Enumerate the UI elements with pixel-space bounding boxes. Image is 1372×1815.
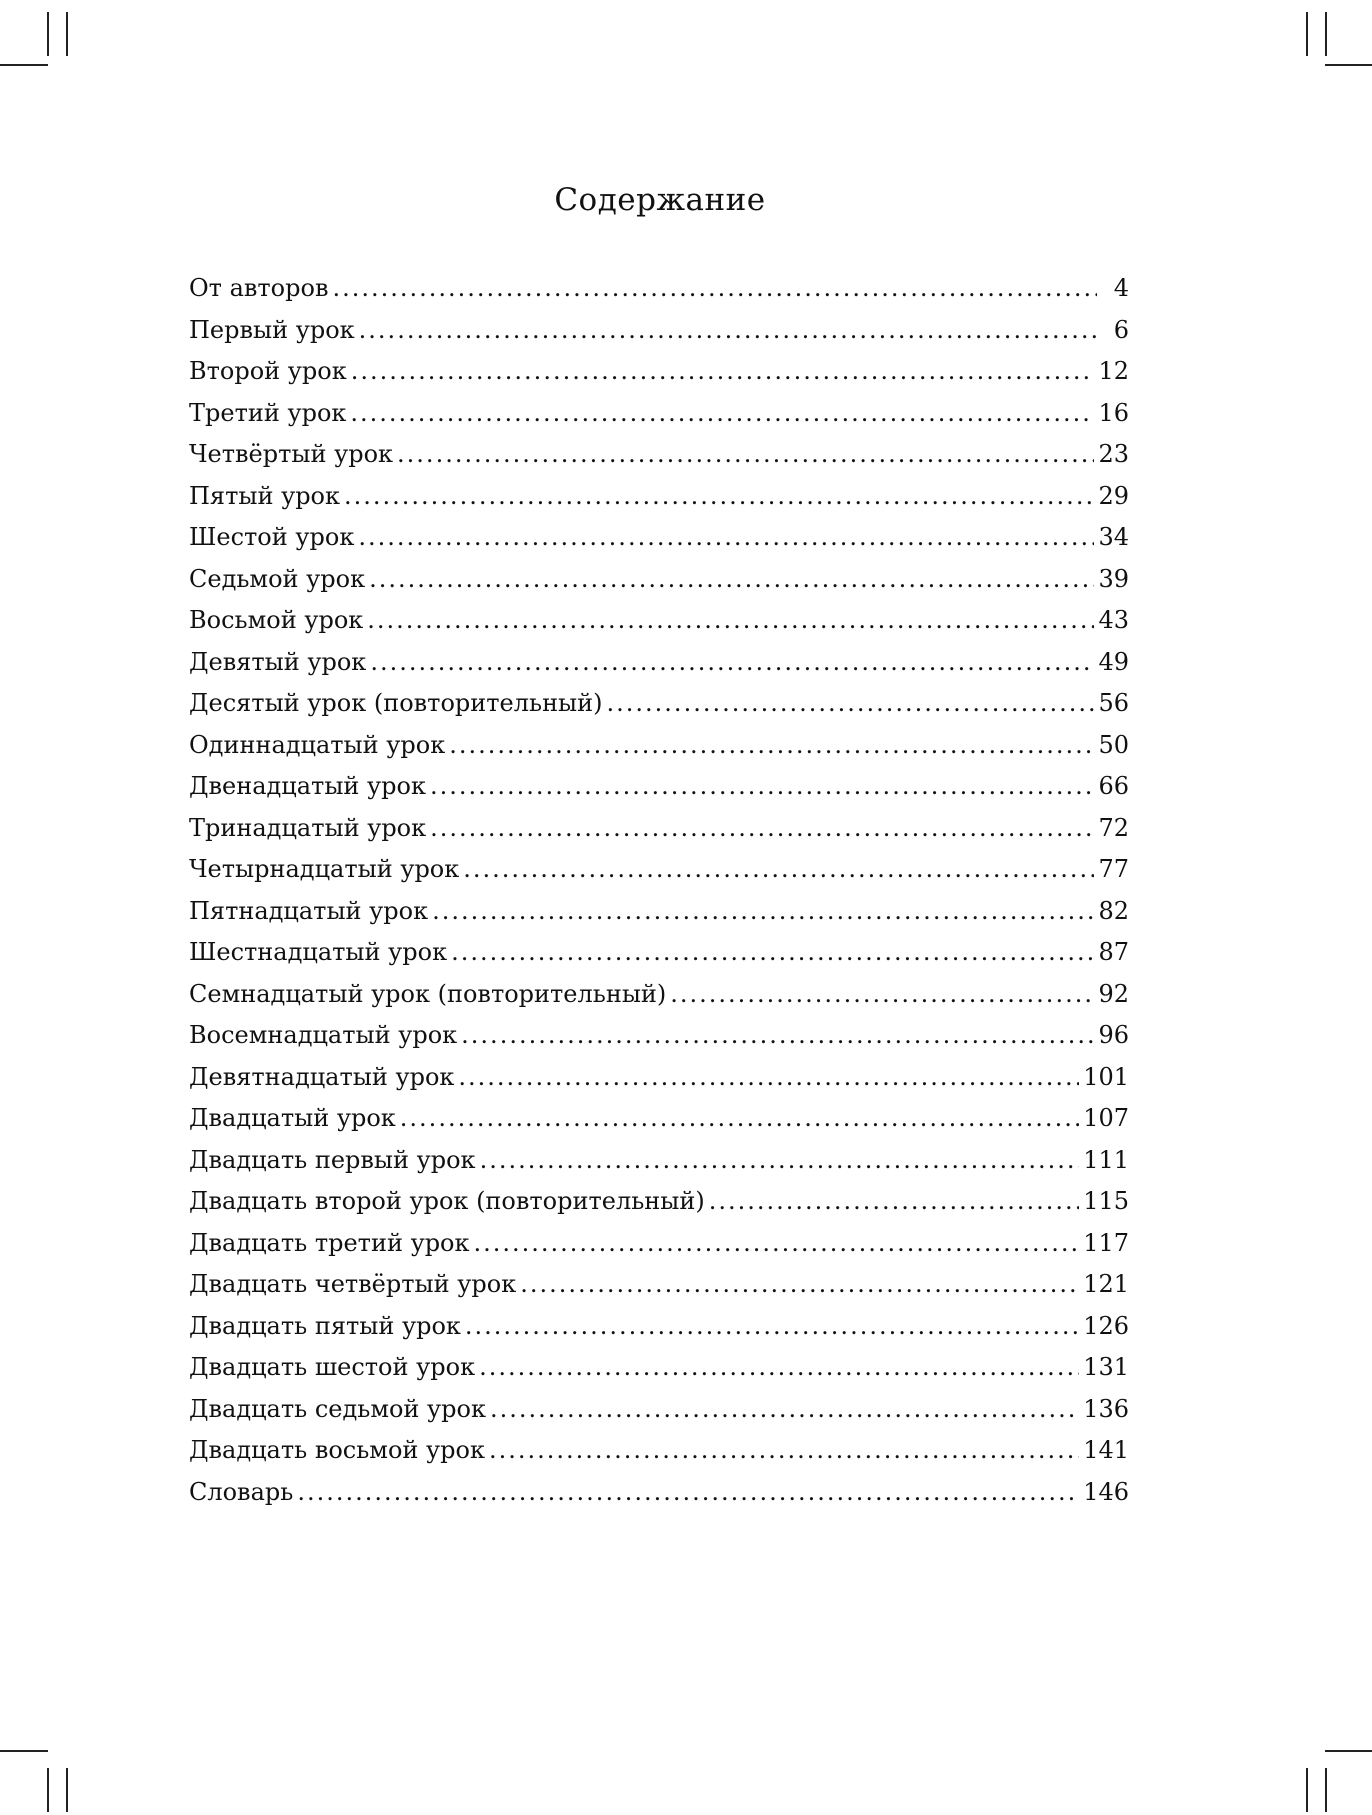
toc-entry[interactable] (189, 642, 1129, 684)
toc-entry-label: Одиннадцатый урок (189, 730, 446, 759)
toc-entry-label: Шестнадцатый урок (189, 938, 448, 966)
toc-leader-dots (397, 434, 1094, 476)
toc-entry-page-number: 16 (1098, 398, 1129, 427)
toc-entry-label: Пятый урок (189, 481, 341, 510)
toc-entry-label: Двадцать восьмой урок (189, 1436, 485, 1464)
toc-leader-dots (400, 1098, 1079, 1140)
toc-leader-dots (479, 1347, 1079, 1389)
toc-entry-label: Девятнадцатый урок (189, 1062, 455, 1091)
toc-entry-page-number: 101 (1083, 1062, 1129, 1091)
toc-entry[interactable] (189, 932, 1129, 974)
toc-entry-page-number: 111 (1083, 1145, 1129, 1174)
toc-entry-label: Второй урок (189, 357, 347, 385)
toc-entry[interactable] (189, 517, 1129, 559)
crop-mark-bottom-right-inner (1325, 1768, 1327, 1812)
toc-entry-label: Двадцать седьмой урок (189, 1394, 486, 1423)
toc-entry[interactable] (189, 1389, 1129, 1431)
toc-leader-dots (350, 393, 1094, 435)
toc-leader-dots (358, 517, 1094, 559)
toc-entry[interactable] (189, 1472, 1129, 1514)
toc-entry-page-number: 115 (1083, 1187, 1129, 1215)
toc-leader-dots (351, 351, 1095, 393)
toc-entry-label: Первый урок (189, 315, 355, 344)
toc-entry-label: Девятый урок (189, 647, 367, 676)
toc-entry-label: Пятнадцатый урок (189, 896, 429, 925)
toc-leader-dots (359, 310, 1097, 352)
toc-entry[interactable] (189, 268, 1129, 310)
toc-entry-label: Восемнадцатый урок (189, 1021, 458, 1049)
page-title: Содержание (554, 182, 766, 218)
toc-entry-page-number: 72 (1098, 813, 1129, 842)
crop-mark-top-right-outer (1306, 12, 1308, 56)
toc-leader-dots (432, 891, 1094, 933)
toc-entry[interactable] (189, 1347, 1129, 1389)
toc-entry-label: Двенадцатый урок (189, 772, 426, 800)
toc-leader-dots (461, 1015, 1094, 1057)
toc-entry-label: Семнадцатый урок (повторительный) (189, 979, 667, 1008)
crop-mark-top-left-inner (66, 12, 68, 56)
toc-leader-dots (489, 1430, 1079, 1472)
toc-entry[interactable] (189, 808, 1129, 850)
toc-entry-page-number: 6 (1113, 315, 1129, 344)
toc-leader-dots (463, 849, 1094, 891)
toc-entry-page-number: 117 (1083, 1228, 1129, 1257)
toc-entry[interactable] (189, 725, 1129, 767)
toc-leader-dots (344, 476, 1094, 518)
toc-entry-page-number: 87 (1098, 938, 1129, 966)
toc-entry-page-number: 4 (1113, 274, 1129, 302)
toc-entry[interactable] (189, 1181, 1129, 1223)
toc-leader-dots (449, 725, 1094, 767)
toc-entry-page-number: 92 (1098, 979, 1129, 1008)
toc-entry[interactable] (189, 393, 1129, 435)
toc-entry[interactable] (189, 1140, 1129, 1182)
toc-leader-dots (367, 600, 1094, 642)
toc-entry-label: Двадцать второй урок (повторительный) (189, 1187, 705, 1215)
toc-leader-dots (490, 1389, 1079, 1431)
toc-entry[interactable] (189, 476, 1129, 518)
toc-entry[interactable] (189, 766, 1129, 808)
toc-entry[interactable] (189, 1264, 1129, 1306)
toc-entry[interactable] (189, 351, 1129, 393)
crop-mark-top-left-horizontal (0, 64, 48, 66)
toc-leader-dots (709, 1181, 1079, 1223)
toc-leader-dots (480, 1140, 1080, 1182)
toc-entry-page-number: 49 (1098, 647, 1129, 676)
toc-entry-page-number: 39 (1098, 564, 1129, 593)
crop-mark-top-right-horizontal (1325, 64, 1372, 66)
toc-entry-label: Двадцать пятый урок (189, 1311, 461, 1340)
toc-leader-dots (607, 683, 1095, 725)
toc-entry-label: Восьмой урок (189, 606, 364, 634)
toc-entry-label: Двадцатый урок (189, 1104, 396, 1132)
toc-entry[interactable] (189, 310, 1129, 352)
toc-entry-page-number: 96 (1098, 1021, 1129, 1049)
toc-leader-dots (430, 808, 1094, 850)
toc-entry[interactable] (189, 891, 1129, 933)
toc-entry-page-number: 146 (1083, 1477, 1129, 1506)
toc-entry-page-number: 131 (1083, 1353, 1129, 1381)
crop-mark-bottom-left-inner (66, 1768, 68, 1812)
toc-entry[interactable] (189, 559, 1129, 601)
toc-entry[interactable] (189, 974, 1129, 1016)
toc-entry-label: Двадцать третий урок (189, 1228, 470, 1257)
toc-entry[interactable] (189, 849, 1129, 891)
toc-entry-page-number: 23 (1098, 440, 1129, 468)
toc-leader-dots (520, 1264, 1079, 1306)
toc-entry[interactable] (189, 1098, 1129, 1140)
table-of-contents (189, 268, 1129, 1513)
toc-entry-label: Седьмой урок (189, 564, 366, 593)
toc-entry-page-number: 56 (1098, 689, 1129, 717)
toc-entry-label: Двадцать шестой урок (189, 1353, 476, 1381)
toc-entry-page-number: 126 (1083, 1311, 1129, 1340)
toc-leader-dots (458, 1057, 1079, 1099)
toc-entry-label: Четвёртый урок (189, 440, 394, 468)
toc-entry-page-number: 66 (1098, 772, 1129, 800)
toc-entry[interactable] (189, 600, 1129, 642)
toc-entry-label: Четырнадцатый урок (189, 855, 460, 883)
toc-leader-dots (297, 1472, 1079, 1514)
toc-entry-label: От авторов (189, 274, 329, 302)
toc-entry-page-number: 136 (1083, 1394, 1129, 1423)
crop-mark-bottom-right-horizontal (1325, 1750, 1372, 1752)
toc-leader-dots (430, 766, 1094, 808)
crop-mark-bottom-left-horizontal (0, 1750, 48, 1752)
toc-leader-dots (370, 642, 1094, 684)
toc-entry[interactable] (189, 683, 1129, 725)
toc-entry-page-number: 141 (1083, 1436, 1129, 1464)
toc-entry-label: Двадцать первый урок (189, 1145, 476, 1174)
toc-leader-dots (670, 974, 1094, 1016)
toc-leader-dots (369, 559, 1094, 601)
toc-leader-dots (332, 268, 1097, 310)
toc-entry-page-number: 34 (1098, 523, 1129, 551)
toc-entry-page-number: 29 (1098, 481, 1129, 510)
toc-entry-label: Третий урок (189, 398, 347, 427)
toc-entry-page-number: 43 (1098, 606, 1129, 634)
toc-entry[interactable] (189, 434, 1129, 476)
toc-leader-dots (465, 1306, 1079, 1348)
toc-leader-dots (474, 1223, 1080, 1265)
toc-entry[interactable] (189, 1430, 1129, 1472)
toc-entry-label: Тринадцатый урок (189, 813, 427, 842)
toc-entry[interactable] (189, 1015, 1129, 1057)
toc-entry-page-number: 77 (1098, 855, 1129, 883)
toc-entry-label: Шестой урок (189, 523, 355, 551)
crop-mark-bottom-right-outer (1306, 1768, 1308, 1812)
toc-entry-page-number: 12 (1098, 357, 1129, 385)
toc-entry-label: Словарь (189, 1477, 294, 1506)
toc-entry[interactable] (189, 1057, 1129, 1099)
toc-entry[interactable] (189, 1223, 1129, 1265)
toc-entry[interactable] (189, 1306, 1129, 1348)
toc-entry-page-number: 50 (1098, 730, 1129, 759)
toc-entry-page-number: 121 (1083, 1270, 1129, 1298)
toc-leader-dots (451, 932, 1094, 974)
crop-mark-top-right-inner (1325, 12, 1327, 56)
toc-entry-page-number: 82 (1098, 896, 1129, 925)
toc-entry-page-number: 107 (1083, 1104, 1129, 1132)
crop-mark-bottom-left-outer (47, 1768, 49, 1812)
toc-entry-label: Десятый урок (повторительный) (189, 689, 603, 717)
crop-mark-top-left-outer (47, 12, 49, 56)
toc-entry-label: Двадцать четвёртый урок (189, 1270, 517, 1298)
